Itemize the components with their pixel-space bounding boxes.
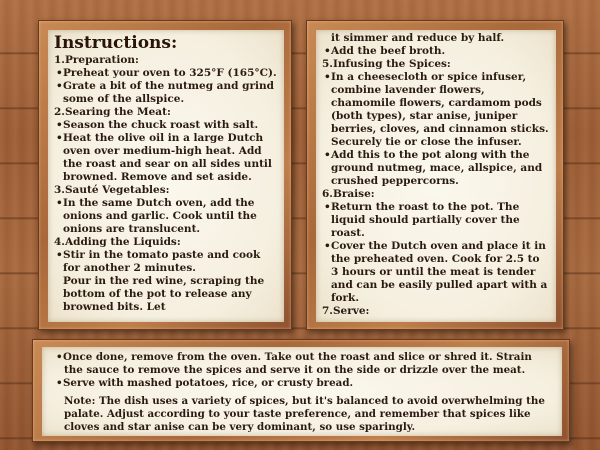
carried-over-text: it simmer and reduce by half. [331,32,505,44]
list-item: •Heat the olive oil in a large Dutch oven over medium-high heat. Add the roast and sear on all sides until browned. Remove and set aside. [56,132,272,183]
list-item-continuation: Pour in the red wine, scraping the bottom of the pot to release any browned bits. Let [63,275,265,313]
bullet-icon: • [56,80,63,92]
left-paper [48,30,284,322]
bullet-icon: • [324,149,331,161]
instructions-title: Instructions: [54,33,178,53]
bullet-icon: • [56,132,63,144]
section-heading-braise: 6.Braise: [322,188,375,200]
bullet-icon: • [324,201,331,213]
bullet-icon: • [324,240,331,252]
list-item: •Add the beef broth. [324,45,446,57]
bullet-icon: • [324,45,331,57]
left-recipe-card [38,20,292,330]
list-item: •In a cheesecloth or spice infuser, combine lavender flowers, chamomile flowers, cardamom pods (both types), star anise, juniper berries, cloves, and cinnamon sticks. Securely tie or close the infuser. [324,71,549,148]
bullet-icon: • [56,67,63,79]
list-item: •Stir in the tomato paste and cook for another 2 minutes. [56,249,261,274]
bullet-icon: • [56,351,63,363]
bullet-icon: • [56,377,63,389]
bottom-recipe-card [32,339,570,442]
list-item: •Cover the Dutch oven and place it in the preheated oven. Cook for 2.5 to 3 hours or until the meat is tender and can be easily pulled apart with a fork. [324,240,548,304]
section-heading-spices: 5.Infusing the Spices: [322,58,451,70]
section-heading-saute: 3.Sauté Vegetables: [54,184,170,196]
bottom-paper [42,347,562,436]
list-item: •Season the chuck roast with salt. [56,119,259,131]
section-heading-searing: 2.Searing the Meat: [54,106,171,118]
bullet-icon: • [56,119,63,131]
right-recipe-card [306,20,564,330]
list-item: •Return the roast to the pot. The liquid should partially cover the roast. [324,201,520,239]
list-item: •Add this to the pot along with the ground nutmeg, mace, allspice, and crushed peppercorns. [324,149,543,187]
list-item: •Grate a bit of the nutmeg and grind some of the allspice. [56,80,274,105]
recipe-note: Note: The dish uses a variety of spices, but it's balanced to avoid overwhelming the palate. Adjust according to your taste preference, and remember that spices like cloves and star anise can be very dominant, so use sparingly. [64,395,545,433]
bullet-icon: • [324,71,331,83]
section-heading-serve: 7.Serve: [322,305,370,317]
section-heading-liquids: 4.Adding the Liquids: [54,236,181,248]
list-item: •In the same Dutch oven, add the onions and garlic. Cook until the onions are translucent. [56,197,257,235]
bullet-icon: • [56,197,63,209]
list-item: •Serve with mashed potatoes, rice, or crusty bread. [56,377,354,389]
list-item: •Preheat your oven to 325°F (165°C). [56,67,277,79]
list-item: •Once done, remove from the oven. Take out the roast and slice or shred it. Strain the sauce to remove the spices and serve it on the side or drizzle over the meat. [56,351,532,376]
section-heading-preparation: 1.Preparation: [54,54,139,66]
bullet-icon: • [56,249,63,261]
right-paper [316,30,556,322]
